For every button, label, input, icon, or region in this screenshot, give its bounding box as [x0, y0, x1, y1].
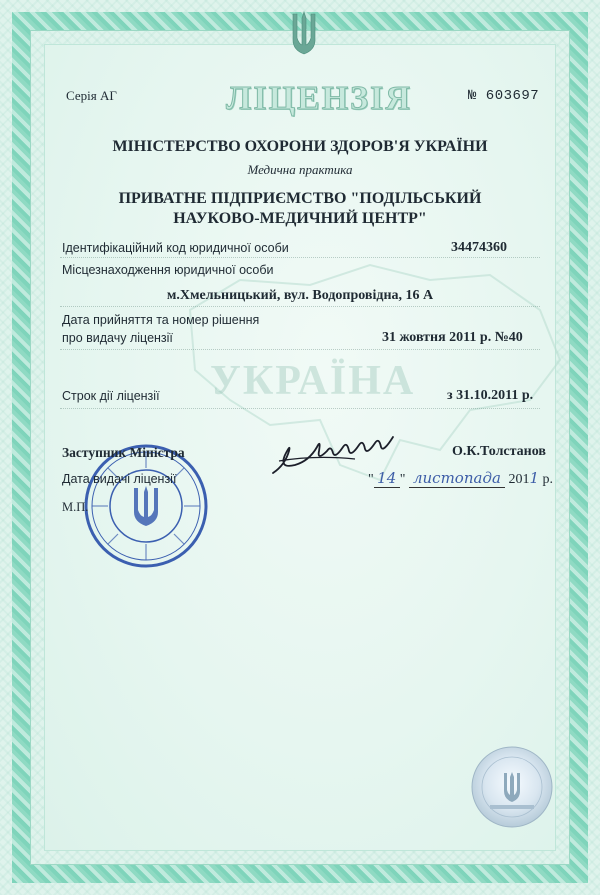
signatory-position: Заступник Міністра: [62, 445, 185, 460]
license-title: ЛІЦЕНЗІЯ: [226, 80, 412, 117]
issue-date: " 14 " листопада 2011 р.: [368, 469, 553, 487]
issue-year-prefix: 201: [508, 472, 530, 487]
series-label: Серія АГ: [66, 88, 117, 103]
location-label: Місцезнаходження юридичної особи: [62, 263, 274, 277]
field-rule: [60, 349, 540, 350]
id-code-label: Ідентифікаційний код юридичної особи: [62, 241, 289, 255]
issue-date-label: Дата видачі ліцензії: [62, 472, 177, 486]
term-label: Строк дії ліцензії: [62, 389, 160, 403]
license-number: № 603697: [468, 88, 540, 104]
term-value: з 31.10.2011 р.: [447, 388, 534, 403]
field-rule: [60, 408, 540, 409]
organization-name-line2: НАУКОВО-МЕДИЧНИЙ ЦЕНТР": [173, 210, 427, 227]
decision-label-line1: Дата прийняття та номер рішення: [62, 313, 260, 327]
decision-value: 31 жовтня 2011 р. №40: [382, 330, 523, 345]
ministry-name: МІНІСТЕРСТВО ОХОРОНИ ЗДОРОВ'Я УКРАЇНИ: [112, 138, 488, 155]
location-value: м.Хмельницький, вул. Водопровідна, 16 А: [166, 288, 434, 303]
organization-name-line1: ПРИВАТНЕ ПІДПРИЄМСТВО "ПОДІЛЬСЬКИЙ: [118, 190, 482, 207]
issue-day: 14: [374, 469, 400, 488]
issue-year-suffix: р.: [538, 472, 553, 487]
seal-place-mark: М.П.: [62, 500, 89, 514]
issue-month: листопада: [409, 469, 505, 488]
activity-type: Медична практика: [247, 162, 353, 177]
issue-year-digit: 1: [529, 469, 539, 487]
signatory-name: О.К.Толстанов: [452, 444, 546, 459]
decision-label-line2: про видачу ліцензії: [62, 331, 173, 345]
field-rule: [60, 306, 540, 307]
field-rule: [60, 257, 540, 258]
trident-emblem-icon: [289, 10, 319, 58]
watermark-text: УКРАЇНА: [210, 358, 416, 404]
hologram-seal-icon: [470, 745, 554, 829]
id-code-value: 34474360: [451, 240, 507, 255]
official-seal-stamp: [82, 442, 210, 570]
